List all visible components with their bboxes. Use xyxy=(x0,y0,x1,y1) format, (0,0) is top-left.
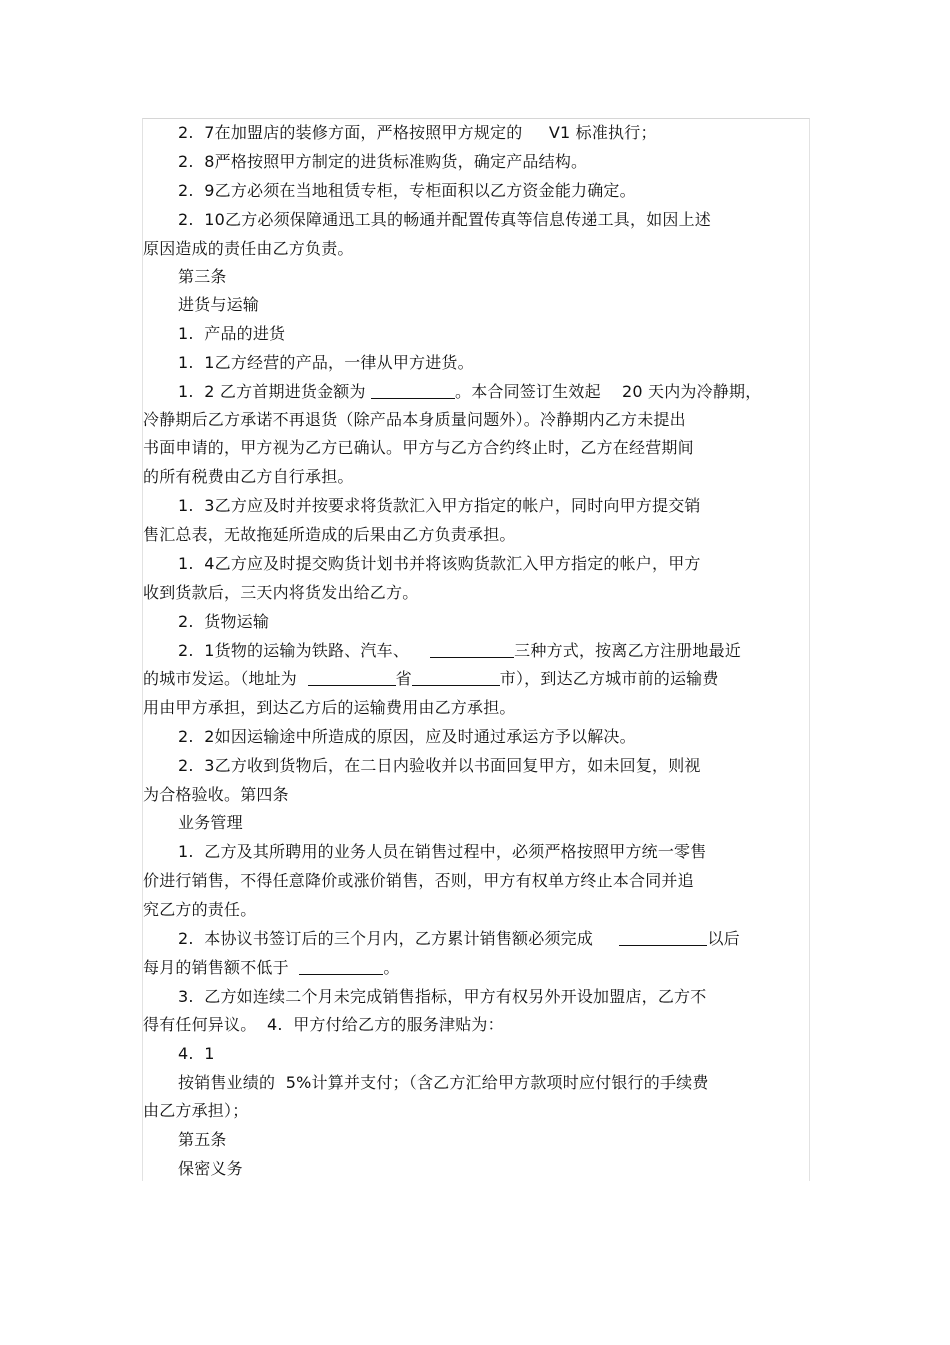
clause-2-10: 2. 10乙方必须保障通迅工具的畅通并配置传真等信息传递工具，如因上述 xyxy=(178,210,711,229)
clause-1-1: 1. 1乙方经营的产品，一律从甲方进货。 xyxy=(178,353,474,372)
article-4-clause-3: 3. 乙方如连续二个月未完成销售指标，甲方有权另外开设加盟店，乙方不 xyxy=(178,987,707,1006)
article-5-heading: 第五条 xyxy=(178,1130,227,1149)
clause-4-1-number: 4. 1 xyxy=(178,1044,215,1063)
section-1-heading: 1. 产品的进货 xyxy=(178,324,286,343)
clause-2-2: 2. 2如因运输途中所造成的原因，应及时通过承运方予以解决。 xyxy=(178,727,636,746)
monthly-sales-blank xyxy=(299,956,383,975)
province-blank xyxy=(308,667,396,686)
article-4-clause-1-cont-2: 究乙方的责任。 xyxy=(143,900,257,919)
article-5-title: 保密义务 xyxy=(178,1159,243,1178)
clause-1-2: 1. 2 乙方首期进货金额为 。本合同签订生效起 20 天内为冷静期， xyxy=(178,382,762,401)
sales-target-blank xyxy=(619,927,707,946)
section-2-heading: 2. 货物运输 xyxy=(178,612,270,631)
city-blank xyxy=(412,667,500,686)
clause-1-2-cont-1: 冷静期后乙方承诺不再退货（除产品本身质量问题外）。冷静期内乙方未提出 xyxy=(143,410,686,429)
clause-1-2-cont-2: 书面申请的，甲方视为乙方已确认。甲方与乙方合约终止时，乙方在经营期间 xyxy=(143,438,694,457)
clause-2-3-cont: 为合格验收。第四条 xyxy=(143,785,289,804)
clause-2-7: 2. 7在加盟店的装修方面，严格按照甲方规定的 V1 标准执行； xyxy=(178,123,657,142)
clause-2-3: 2. 3乙方收到货物后，在二日内验收并以书面回复甲方，如未回复，则视 xyxy=(178,756,701,775)
clause-1-4: 1. 4乙方应及时提交购货计划书并将该购货款汇入甲方指定的帐户，甲方 xyxy=(178,554,701,573)
clause-1-3: 1. 3乙方应及时并按要求将货款汇入甲方指定的帐户，同时向甲方提交销 xyxy=(178,496,701,515)
amount-blank xyxy=(371,380,455,399)
article-4-clause-2-cont: 每月的销售额不低于 。 xyxy=(143,958,400,977)
article-4-clause-1-cont-1: 价进行销售，不得任意降价或涨价销售，否则，甲方有权单方终止本合同并追 xyxy=(143,871,694,890)
article-4-title: 业务管理 xyxy=(178,813,243,832)
clause-2-10-cont: 原因造成的责任由乙方负责。 xyxy=(143,239,354,258)
clause-4-1-cont: 由乙方承担）； xyxy=(143,1101,249,1120)
clause-2-9: 2. 9乙方必须在当地租赁专柜，专柜面积以乙方资金能力确定。 xyxy=(178,181,636,200)
clause-4-1: 按销售业绩的 5%计算并支付；（含乙方汇给甲方款项时应付银行的手续费 xyxy=(178,1073,709,1092)
clause-2-1-cont-1: 的城市发运。（地址为 省 市），到达乙方城市前的运输费 xyxy=(143,669,719,688)
article-3-heading: 第三条 xyxy=(178,267,227,286)
clause-1-3-cont: 售汇总表，无故拖延所造成的后果由乙方负责承担。 xyxy=(143,525,516,544)
article-3-title: 进货与运输 xyxy=(178,295,260,314)
clause-2-1: 2. 1货物的运输为铁路、汽车、 三种方式，按离乙方注册地最近 xyxy=(178,641,741,660)
article-4-clause-1: 1. 乙方及其所聘用的业务人员在销售过程中，必须严格按照甲方统一零售 xyxy=(178,842,707,861)
transport-blank xyxy=(430,639,514,658)
clause-2-1-cont-2: 用由甲方承担，到达乙方后的运输费用由乙方承担。 xyxy=(143,698,516,717)
clause-1-4-cont: 收到货款后，三天内将货发出给乙方。 xyxy=(143,583,419,602)
clause-2-8: 2. 8严格按照甲方制定的进货标准购货，确定产品结构。 xyxy=(178,152,588,171)
clause-1-2-cont-3: 的所有税费由乙方自行承担。 xyxy=(143,467,354,486)
article-4-clause-3-cont: 得有任何异议。 4. 甲方付给乙方的服务津贴为： xyxy=(143,1015,504,1034)
article-4-clause-2: 2. 本协议书签订后的三个月内，乙方累计销售额必须完成 以后 xyxy=(178,929,740,948)
